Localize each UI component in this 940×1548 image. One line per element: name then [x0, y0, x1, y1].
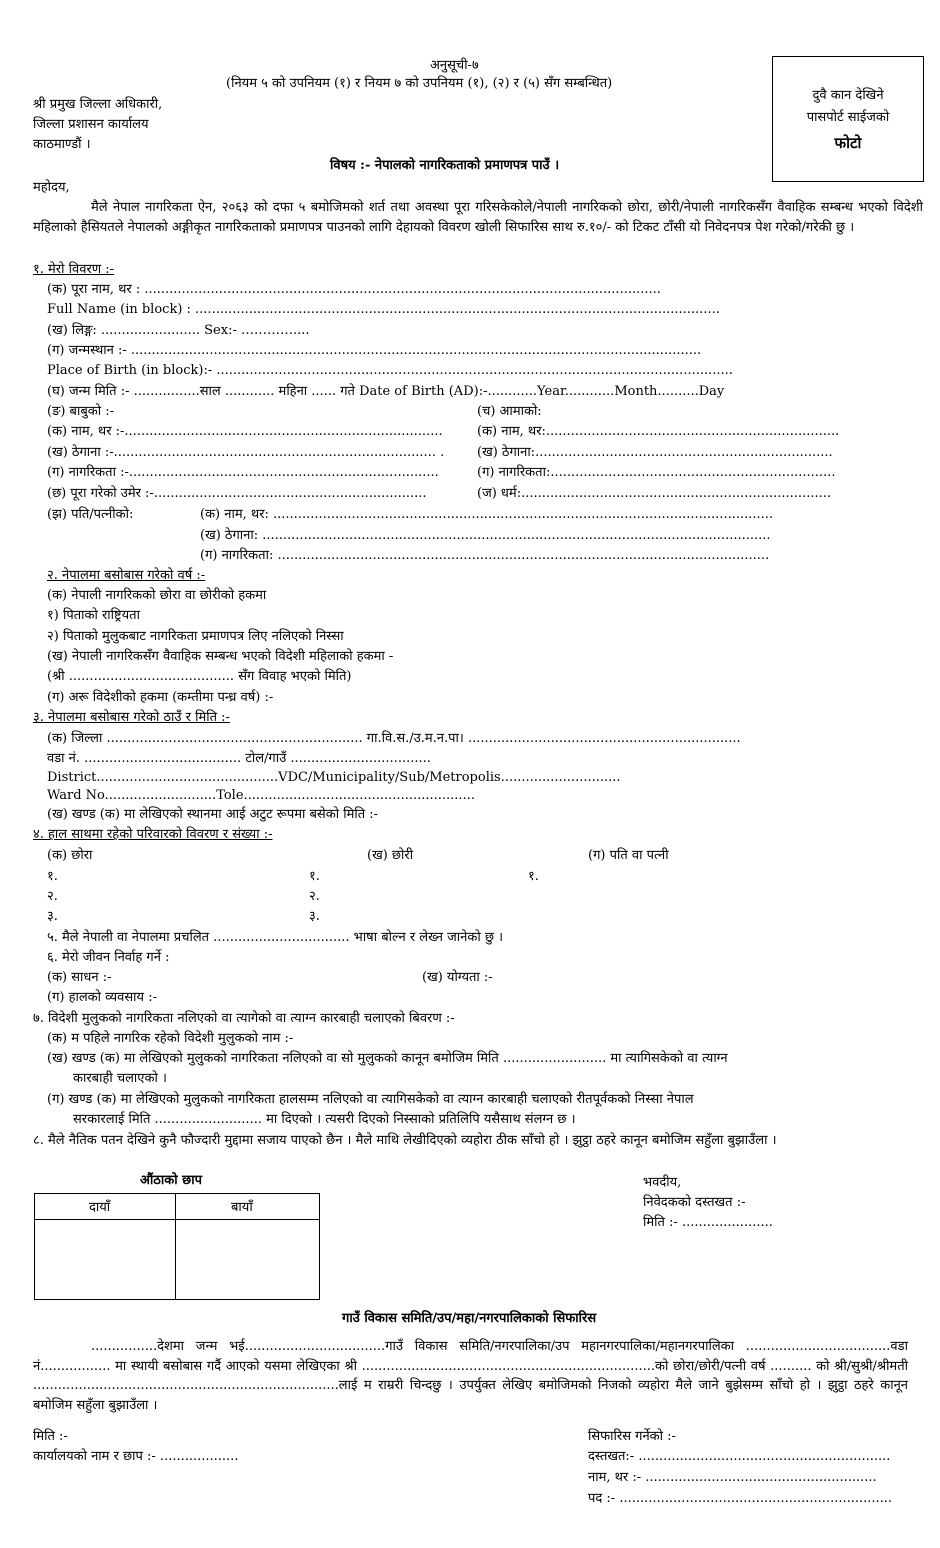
birthplace-field[interactable]: (ग) जन्मस्थान :- .......................................................................................................................................... — [47, 343, 702, 358]
photo-line-2: पासपोर्ट साईजको — [806, 110, 890, 125]
section-2-a: (क) नेपाली नागरिकको छोरा वा छोरीको हकमा — [47, 588, 267, 603]
section-2-heading: २. नेपालमा बसोबास गरेको वर्ष :- — [47, 568, 206, 583]
recommender-post[interactable]: पद :- .................................................................. — [588, 1491, 893, 1506]
section-3-heading: ३. नेपालमा बसोबास गरेको ठाउँ र मिति :- — [33, 710, 230, 725]
thumb-print-title: औंठाको छाप — [140, 1173, 202, 1188]
salutation: महोदय, — [33, 180, 70, 195]
gender-field[interactable]: (ख) लिङ्ग: ........................ Sex:- ………….... — [47, 323, 310, 338]
right-thumb-label: दायाँ — [89, 1200, 111, 1215]
father-heading: (ङ) बाबुको :- — [47, 404, 115, 419]
daughter-row-1: १. — [309, 869, 320, 884]
full-name-block-field[interactable]: Full Name (in block) : ............................................................................................................................... — [47, 302, 720, 317]
recommendation-body: ................देशमा जन्म भई..................................गाउँ विकास समिति/नगरपालिका/उप महानगरपालिका/महानगरपालिका ...................................वडा नं................. मा स्थायी बसोबास गर्दै आएको यसमा लेखिएका श्री .......................................................................को छोरा/छोरी/पत्नी वर्ष .......... को श्री/सुश्री/श्रीमती ..........................................................................लाई म राम्ररी चिन्दछु । उपर्युक्त लेखिए बमोजिमको निजको व्यहोरा मैले जाने बुझेसम्म साँचो हो । झुट्ठा ठहरे कानून बमोजिम सहुँला बुझाउँला । — [33, 1339, 908, 1413]
section-2-c: (ग) अरू विदेशीको हकमा (कम्तीमा पन्ध्र वर्ष) :- — [47, 690, 274, 705]
recommender-signature[interactable]: दस्तखत:- ............................................................. — [588, 1449, 891, 1464]
spouse-heading: (झ) पति/पत्नीको: — [47, 507, 134, 522]
applicant-signature[interactable]: निवेदकको दस्तखत :- — [643, 1195, 746, 1210]
daughter-row-2: २. — [309, 889, 320, 904]
father-name-field[interactable]: (क) नाम, थर :-............................................................................. — [47, 424, 443, 439]
daughter-row-3: ३. — [309, 909, 320, 924]
age-field[interactable]: (छ) पूरा गरेको उमेर :-.................................................................. — [47, 486, 427, 501]
section-1-heading: १. मेरो विवरण :- — [33, 262, 115, 277]
dob-field[interactable]: (घ) जन्म मिति :- ................साल ............ महिना ...... गते Date of Birth (AD):-............Year............Month..........Day — [47, 384, 725, 399]
section-2-b: (ख) नेपाली नागरिकसँग वैवाहिक सम्बन्ध भएको विदेशी महिलाको हकमा - — [47, 649, 394, 664]
son-row-3: ३. — [47, 909, 58, 924]
addressee-line-3: काठमाण्डौं । — [33, 137, 91, 152]
photo-line-1: दुवै कान देखिने — [812, 88, 884, 103]
mother-heading: (च) आमाको: — [477, 404, 542, 419]
section-4-heading: ४. हाल साथमा रहेको परिवारको विवरण र संख्या :- — [33, 827, 273, 842]
photo-line-3: फोटो — [834, 134, 862, 152]
ward-field[interactable]: वडा नं. ...................................... टोल/गाउँ .................................. — [47, 751, 431, 766]
addressee-line-2: जिल्ला प्रशासन कार्यालय — [33, 117, 149, 132]
ward-en-field[interactable]: Ward No...........................Tole........................................................ — [47, 788, 475, 803]
mother-citizenship-field[interactable]: (ग) नागरिकता:..................................................................... — [477, 465, 836, 480]
addressee-line-1: श्री प्रमुख जिल्ला अधिकारी, — [33, 97, 163, 112]
section-2-a2: २) पिताको मुलुकबाट नागरिकता प्रमाणपत्र लिए नलिएको निस्सा — [47, 629, 344, 644]
means-field[interactable]: (क) साधन :- — [47, 970, 112, 985]
residence-since-field: (ख) खण्ड (क) मा लेखिएको स्थानमा आई अटुट रूपमा बसेको मिति :- — [47, 807, 379, 822]
full-name-field[interactable]: (क) पूरा नाम, थर : ............................................................................................................................. — [47, 282, 661, 297]
spouse-address-field[interactable]: (ख) ठेगाना: ........................................................................................................................... — [200, 528, 771, 543]
son-row-1: १. — [47, 869, 58, 884]
district-field[interactable]: (क) जिल्ला .............................................................. गा.वि.स./उ.म.न.पा। .................................................................. — [47, 731, 741, 746]
subject-line: विषय :- नेपालको नागरिकताको प्रमाणपत्र पाउँ । — [330, 158, 560, 173]
occupation-field[interactable]: (ग) हालको व्यवसाय :- — [47, 990, 157, 1005]
recommendation-date[interactable]: मिति :- — [33, 1429, 68, 1444]
spouse-citizenship-field[interactable]: (ग) नागरिकता: ....................................................................................................................... — [200, 548, 770, 563]
section-7-c-line2: सरकारलाई मिति .......................... मा दिएको । त्यसरी दिएको निस्साको प्रतिलिपि यसैसाथ संलग्न छ । — [73, 1112, 576, 1127]
left-thumb-label: बायाँ — [231, 1200, 253, 1215]
mother-name-field[interactable]: (क) नाम, थर:....................................................................... — [477, 424, 840, 439]
sons-heading: (क) छोरा — [47, 848, 93, 863]
recommender-name[interactable]: नाम, थर :- ........................................................ — [588, 1470, 877, 1485]
birthplace-en-field[interactable]: Place of Birth (in block):- ............................................................................................................................. — [47, 363, 733, 378]
father-address-field[interactable]: (ख) ठेगाना :-.............................................................................. . — [47, 445, 445, 460]
recommender-heading: सिफारिस गर्नेको :- — [588, 1429, 676, 1444]
section-7-heading: ७. विदेशी मुलुकको नागरिकता नलिएको वा त्यागेको वा त्याग्न कारबाही चलाएको बिवरण :- — [33, 1011, 455, 1026]
section-7-b-line2: कारबाही चलाएको । — [73, 1071, 167, 1086]
qualification-field[interactable]: (ख) योग्यता :- — [422, 970, 493, 985]
thumb-print-box — [34, 1193, 320, 1300]
mother-address-field[interactable]: (ख) ठेगाना:........................................................................ — [477, 445, 833, 460]
district-en-field[interactable]: District............................................VDC/Municipality/Sub/Metropolis............................. — [47, 770, 621, 785]
spouse-row-1: १. — [528, 869, 539, 884]
photo-box — [772, 56, 924, 182]
language-field[interactable]: ५. मैले नेपाली वा नेपालमा प्रचलित ................................. भाषा बोल्न र लेख्न जानेको छु । — [47, 930, 504, 945]
section-8-declaration: ८. मैले नैतिक पतन देखिने कुनै फौज्दारी मुद्दामा सजाय पाएको छैन । मैले माथि लेखीदिएको व्यहोरा ठीक साँचो हो । झुट्ठा ठहरे कानून बमोजिम सहुँला बुझाउँला । — [33, 1133, 777, 1148]
section-2-a1: १) पिताको राष्ट्रियता — [47, 608, 140, 623]
spouse-family-heading: (ग) पति वा पत्नी — [588, 848, 669, 863]
applicant-date[interactable]: मिति :- ...................... — [643, 1215, 773, 1230]
section-6-heading: ६. मेरो जीवन निर्वाह गर्ने : — [47, 950, 170, 965]
daughters-heading: (ख) छोरी — [367, 848, 414, 863]
son-row-2: २. — [47, 889, 58, 904]
intro-paragraph: मैले नेपाल नागरिकता ऐन, २०६३ को दफा ५ बमोजिमको शर्त तथा अवस्था पूरा गरिसकेकोले/नेपाली नागरिकको छोरा, छोरी/नेपाली नागरिकसँग वैवाहिक सम्बन्ध भएको विदेशी महिलाको हैसियतले नेपालको अङ्गीकृत नागरिकताको प्रमाणपत्र पाउनको लागि देहायको विवरण खोली सिफारिस साथ रु.१०/- को टिकट टाँसी यो निवेदनपत्र पेश गरेको/गरेकी छु । — [33, 200, 923, 235]
section-7-a: (क) म पहिले नागरिक रहेको विदेशी मुलुकको नाम :- — [47, 1031, 294, 1046]
section-2-b1[interactable]: (श्री ........................................ सँग विवाह भएको मिति) — [47, 669, 352, 684]
recommendation-title: गाउँ विकास समिति/उप/महा/नगरपालिकाको सिफारिस — [342, 1311, 597, 1326]
rule-reference: (नियम ५ को उपनियम (१) र नियम ७ को उपनियम (१), (२) र (५) सँग सम्बन्धित) — [226, 76, 613, 91]
schedule-label: अनुसूची-७ — [430, 58, 479, 73]
religion-field[interactable]: (ज) धर्म:........................................................................... — [477, 486, 831, 501]
office-name-stamp[interactable]: कार्यालयको नाम र छाप :- ................... — [33, 1449, 239, 1464]
section-7-b-line1: (ख) खण्ड (क) मा लेखिएको मुलुकको नागरिकता नलिएको वा सो मुलुकको कानून बमोजिम मिति ......................... मा त्यागिसकेको वा त्याग्न — [47, 1051, 728, 1066]
yours-faithfully: भवदीय, — [643, 1175, 682, 1190]
father-citizenship-field[interactable]: (ग) नागरिकता :-........................................................................... — [47, 465, 439, 480]
section-7-c-line1: (ग) खण्ड (क) मा लेखिएको मुलुकको नागरिकता हालसम्म नलिएको वा त्यागिसकेको वा त्याग्न कारबाही चलाएको रीतपूर्वकको निस्सा नेपाल — [47, 1092, 694, 1107]
spouse-name-field[interactable]: (क) नाम, थर: ......................................................................................................................... — [200, 507, 774, 522]
